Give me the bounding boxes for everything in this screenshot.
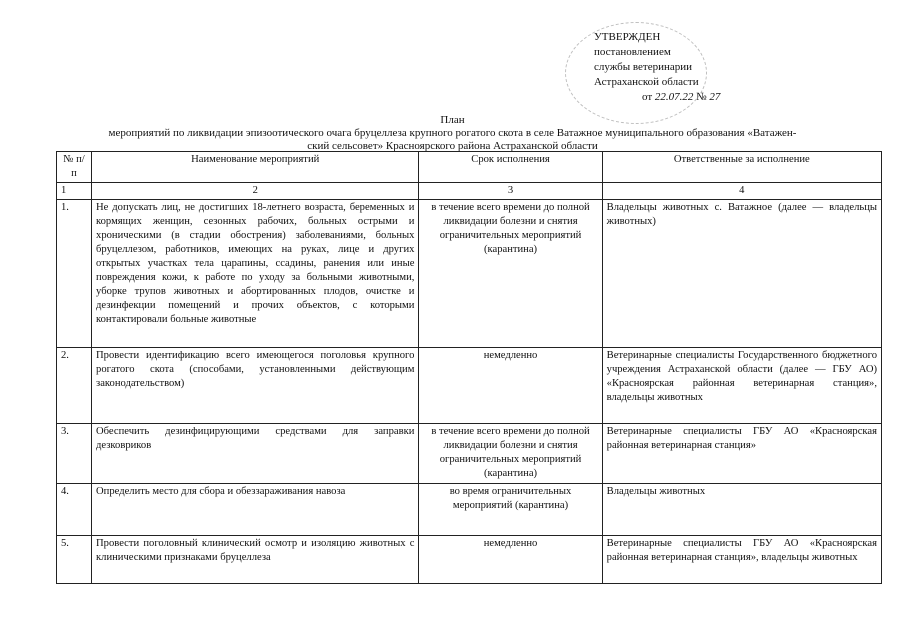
- row-deadline: в течение всего времени до полной ликвидации болезни и снятия ограничительных мероприятий (карантина): [419, 200, 602, 348]
- document-title: План: [440, 114, 465, 126]
- row-number: 4.: [57, 484, 92, 536]
- row-action: Определить место для сбора и обеззараживания навоза: [92, 484, 419, 536]
- row-number: 3.: [57, 424, 92, 484]
- header-responsible: Ответственные за исполнение: [602, 152, 881, 183]
- header-action: Наименование мероприятий: [92, 152, 419, 183]
- row-responsible: Владельцы животных с. Ватажное (далее — владельцы животных): [602, 200, 881, 348]
- index-cell: 2: [92, 183, 419, 200]
- number-value: 27: [709, 91, 721, 103]
- table-row: [57, 484, 882, 536]
- approval-title: УТВЕРЖДЕН: [594, 31, 661, 43]
- row-responsible: Владельцы животных: [602, 484, 881, 536]
- document-subtitle-line1: мероприятий по ликвидации эпизоотического очага бруцеллеза крупного рогатого скота в селе Ватажное муниципального образования «Ватажен-: [108, 127, 797, 139]
- index-cell: 3: [419, 183, 602, 200]
- table-index-row: [57, 183, 882, 200]
- approval-line: постановлением: [594, 46, 671, 58]
- header-number: № п/п: [57, 152, 92, 183]
- row-number: 5.: [57, 536, 92, 584]
- index-cell: 4: [602, 183, 881, 200]
- index-cell: 1: [57, 183, 92, 200]
- number-prefix: №: [696, 91, 707, 103]
- row-deadline: немедленно: [419, 536, 602, 584]
- table-row: [57, 200, 882, 348]
- row-action: Провести идентификацию всего имеющегося поголовья крупного рогатого скота (способами, установленными действующим законодательством): [92, 348, 419, 424]
- row-responsible: Ветеринарные специалисты Государственного бюджетного учреждения Астраханской области (далее — ГБУ АО) «Красноярская районная ветеринарная станция», владельцы животных: [602, 348, 881, 424]
- row-action: Не допускать лиц, не достигших 18-летнего возраста, беременных и кормящих женщин, сезонных рабочих, больных острыми и хроническими (в стадии обострения) заболеваниями, больных бруцеллезом, работников, имеющих на руках, лице и других открытых участках тела царапины, ссадины, ранения или иные повреждения кожи, к работе по уходу за больными животными, уборке трупов животных и абортированных плодов, очистке и дезинфекции помещений и прочих объектов, с которыми контактировали больные животные: [92, 200, 419, 348]
- approval-block: [594, 30, 720, 105]
- table-row: [57, 348, 882, 424]
- row-action: Провести поголовный клинический осмотр и изоляцию животных с клиническими признаками бруцеллеза: [92, 536, 419, 584]
- table-header-row: [57, 152, 882, 183]
- row-number: 2.: [57, 348, 92, 424]
- row-responsible: Ветеринарные специалисты ГБУ АО «Красноярская районная ветеринарная станция», владельцы животных: [602, 536, 881, 584]
- row-responsible: Ветеринарные специалисты ГБУ АО «Красноярская районная ветеринарная станция»: [602, 424, 881, 484]
- table-row: [57, 424, 882, 484]
- row-deadline: немедленно: [419, 348, 602, 424]
- date-prefix: от: [642, 91, 653, 103]
- row-action: Обеспечить дезинфицирующими средствами для заправки дезковриков: [92, 424, 419, 484]
- approval-line: Астраханской области: [594, 76, 699, 88]
- header-deadline: Срок исполнения: [419, 152, 602, 183]
- row-number: 1.: [57, 200, 92, 348]
- row-deadline: во время ограничительных мероприятий (карантина): [419, 484, 602, 536]
- date-value: 22.07.22: [654, 91, 694, 103]
- table-row: [57, 536, 882, 584]
- measures-table: [56, 151, 882, 584]
- document-subtitle-line2: ский сельсовет» Красноярского района Астраханской области: [307, 140, 598, 152]
- approval-date-line: [594, 90, 720, 105]
- row-deadline: в течение всего времени до полной ликвидации болезни и снятия ограничительных мероприятий (карантина): [419, 424, 602, 484]
- approval-line: службы ветеринарии: [594, 61, 693, 73]
